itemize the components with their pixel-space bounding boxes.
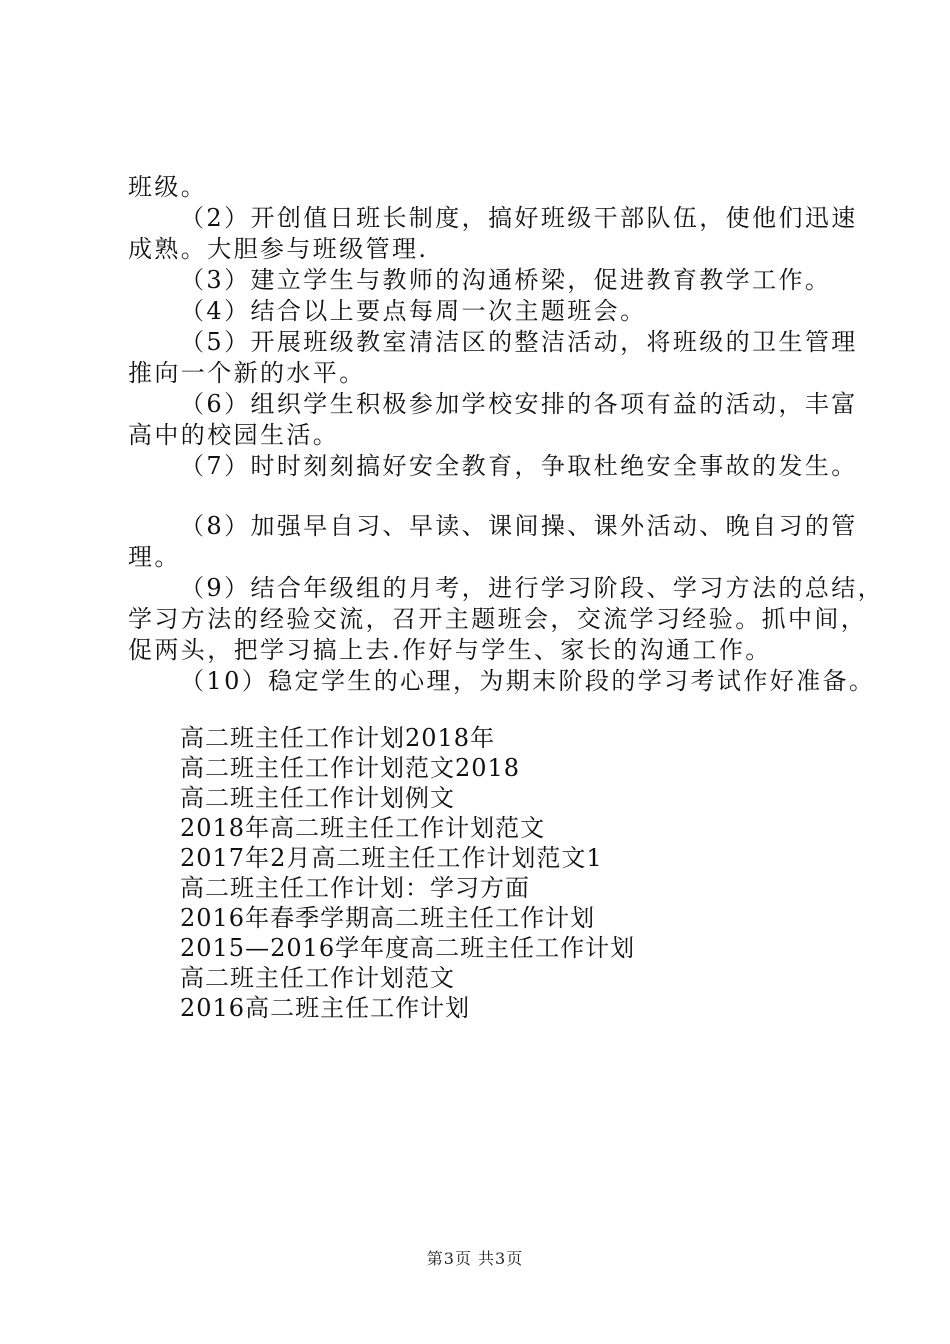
related-links-list [180,723,635,1023]
document-line: （10）稳定学生的心理，为期末阶段的学习考试作好准备。 [180,667,876,695]
document-line: （4）结合以上要点每周一次主题班会。 [180,297,647,325]
document-line: （2）开创值日班长制度，搞好班级干部队伍，使他们迅速 [180,204,858,232]
related-link-item[interactable]: 2015—2016学年度高二班主任工作计划 [180,934,636,962]
related-link-item[interactable]: 高二班主任工作计划：学习方面 [180,874,530,902]
document-line: （9）结合年级组的月考，进行学习阶段、学习方法的总结， [180,574,885,602]
document-line: 推向一个新的水平。 [128,359,366,387]
document-line: （7）时时刻刻搞好安全教育，争取杜绝安全事故的发生。 [180,452,858,480]
related-link-item[interactable]: 2016年春季学期高二班主任工作计划 [180,904,596,932]
document-body [128,172,885,697]
document-line: （8）加强早自习、早读、课间操、课外活动、晚自习的管 [180,512,858,540]
document-line: 班级。 [128,173,208,201]
page-footer: 第3页 共3页 [426,1249,524,1268]
document-line: 理。 [128,543,181,571]
document-line: 成熟。大胆参与班级管理. [128,235,429,263]
related-link-item[interactable]: 高二班主任工作计划例文 [180,784,455,812]
related-link-item[interactable]: 2018年高二班主任工作计划范文 [180,814,546,842]
related-link-item[interactable]: 高二班主任工作计划范文 [180,964,455,992]
related-link-item[interactable]: 2016高二班主任工作计划 [180,994,471,1022]
related-link-item[interactable]: 高二班主任工作计划2018年 [180,724,496,752]
document-line: 促两头，把学习搞上去.作好与学生、家长的沟通工作。 [128,636,772,664]
document-line: （6）组织学生积极参加学校安排的各项有益的活动，丰富 [180,390,858,418]
related-link-item[interactable]: 高二班主任工作计划范文2018 [180,754,521,782]
document-line: 高中的校园生活。 [128,421,340,449]
document-line: （3）建立学生与教师的沟通桥梁，促进教育教学工作。 [180,266,832,294]
related-link-item[interactable]: 2017年2月高二班主任工作计划范文1 [180,844,603,872]
document-line: 学习方法的经验交流，召开主题班会，交流学习经验。抓中间， [128,605,868,633]
document-line: （5）开展班级教室清洁区的整洁活动，将班级的卫生管理 [180,328,858,356]
